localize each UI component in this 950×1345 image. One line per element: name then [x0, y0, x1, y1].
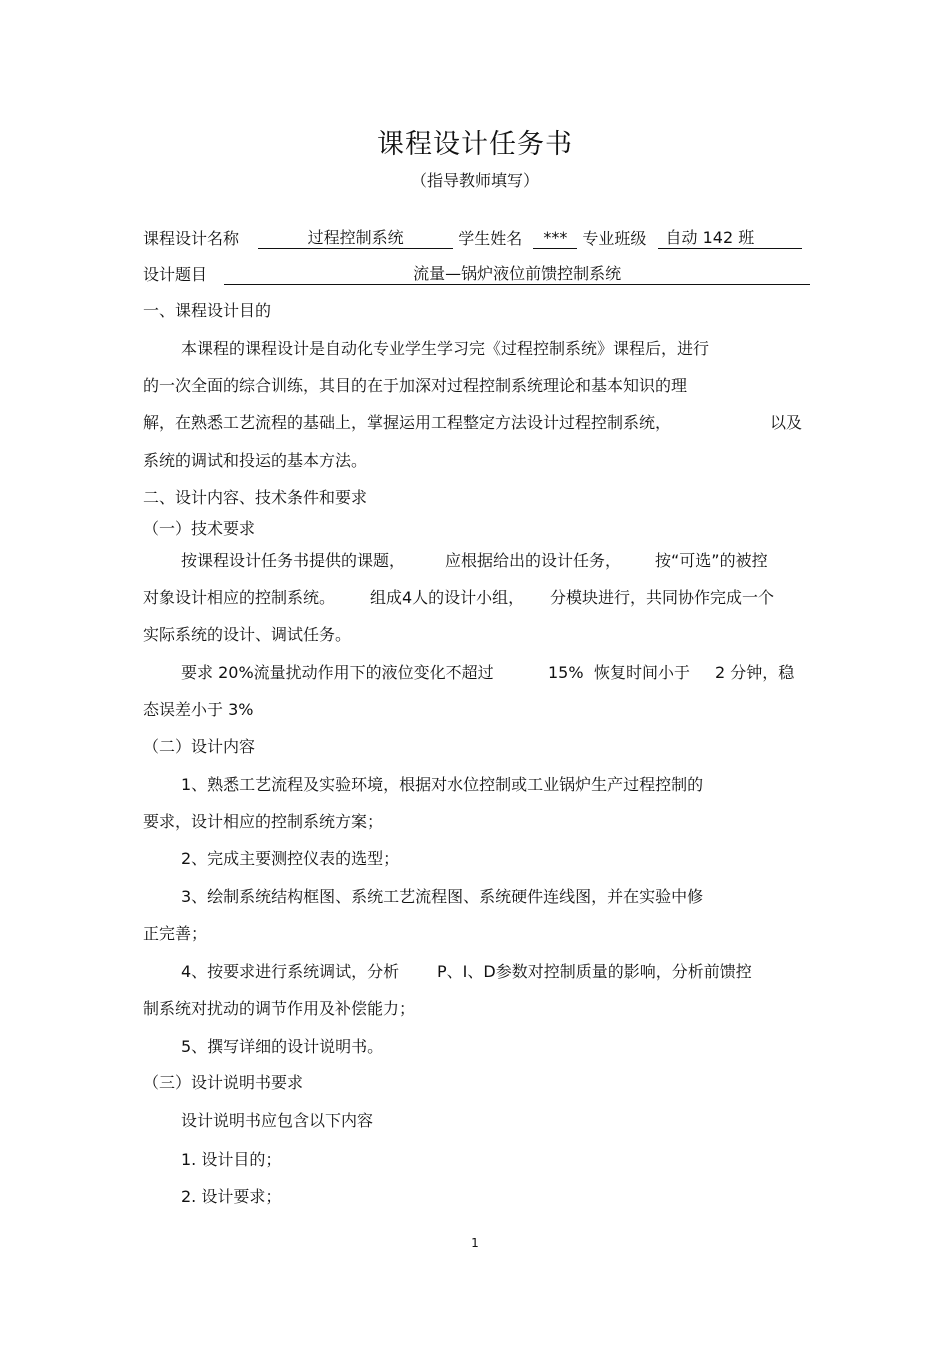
section1-line-1: 本课程的课程设计是自动化专业学生学习完《过程控制系统》课程后，进行 [181, 339, 710, 358]
tech-line-1a: 按课程设计任务书提供的课题， [181, 551, 406, 570]
topic-value: 流量—锅炉液位前馈控制系统 [224, 264, 810, 285]
content-line-8: 5、撰写详细的设计说明书。 [181, 1037, 384, 1056]
manual-line-2: 1. 设计目的； [181, 1150, 282, 1169]
section1-line-3-end: 以及 [770, 413, 803, 432]
section1-line-3: 解，在熟悉工艺流程的基础上，掌握运用工程整定方法设计过程控制系统， [143, 413, 672, 432]
section1-line-2: 的一次全面的综合训练，其目的在于加深对过程控制系统理论和基本知识的理 [143, 376, 688, 395]
req-line-1b: 15% [548, 663, 584, 682]
course-name-label: 课程设计名称 [143, 229, 240, 248]
section1-line-4: 系统的调试和投运的基本方法。 [143, 451, 368, 470]
topic-row [143, 262, 810, 286]
class-value: 自动 142 班 [658, 228, 802, 249]
sub-heading-manual: （三）设计说明书要求 [143, 1073, 304, 1092]
content-line-4: 3、绘制系统结构框图、系统工艺流程图、系统硬件连线图，并在实验中修 [181, 887, 704, 906]
tech-line-3: 实际系统的设计、调试任务。 [143, 625, 352, 644]
manual-line-3: 2. 设计要求； [181, 1187, 282, 1206]
class-label: 专业班级 [582, 229, 647, 248]
content-line-3: 2、完成主要测控仪表的选型； [181, 849, 400, 868]
student-name-value: *** [533, 228, 577, 249]
page-title: 课程设计任务书 [377, 129, 573, 160]
course-name-value: 过程控制系统 [258, 228, 453, 249]
content-line-6b: P、I、D参数对控制质量的影响，分析前馈控 [437, 962, 752, 981]
content-line-2: 要求，设计相应的控制系统方案； [143, 812, 384, 831]
req-line-1c: 恢复时间小于 [594, 663, 691, 682]
req-line-1d: 2 分钟，稳 [715, 663, 795, 682]
section2-heading: 二、设计内容、技术条件和要求 [143, 488, 368, 507]
topic-label: 设计题目 [143, 265, 208, 284]
manual-line-1: 设计说明书应包含以下内容 [181, 1111, 374, 1130]
content-line-5: 正完善； [143, 924, 208, 943]
sub-heading-content: （二）设计内容 [143, 737, 256, 756]
req-line-2: 态误差小于 3% [143, 700, 254, 719]
tech-line-2a: 对象设计相应的控制系统。 [143, 588, 336, 607]
page-number: 1 [471, 1236, 479, 1250]
content-line-6a: 4、按要求进行系统调试，分析 [181, 962, 400, 981]
content-line-1: 1、熟悉工艺流程及实验环境，根据对水位控制或工业锅炉生产过程控制的 [181, 775, 704, 794]
page-subtitle: （指导教师填写） [410, 171, 539, 190]
tech-line-2b: 组成4人的设计小组， [370, 588, 525, 607]
tech-line-1c: 按“可选”的被控 [655, 551, 768, 570]
tech-line-1b: 应根据给出的设计任务， [445, 551, 622, 570]
tech-line-2c: 分模块进行，共同协作完成一个 [550, 588, 775, 607]
course-info-row [143, 226, 802, 250]
content-line-7: 制系统对扰动的调节作用及补偿能力； [143, 999, 416, 1018]
sub-heading-tech: （一）技术要求 [143, 519, 256, 538]
section1-heading: 一、课程设计目的 [143, 301, 272, 320]
req-line-1a: 要求 20%流量扰动作用下的液位变化不超过 [181, 663, 494, 682]
student-name-label: 学生姓名 [458, 229, 523, 248]
